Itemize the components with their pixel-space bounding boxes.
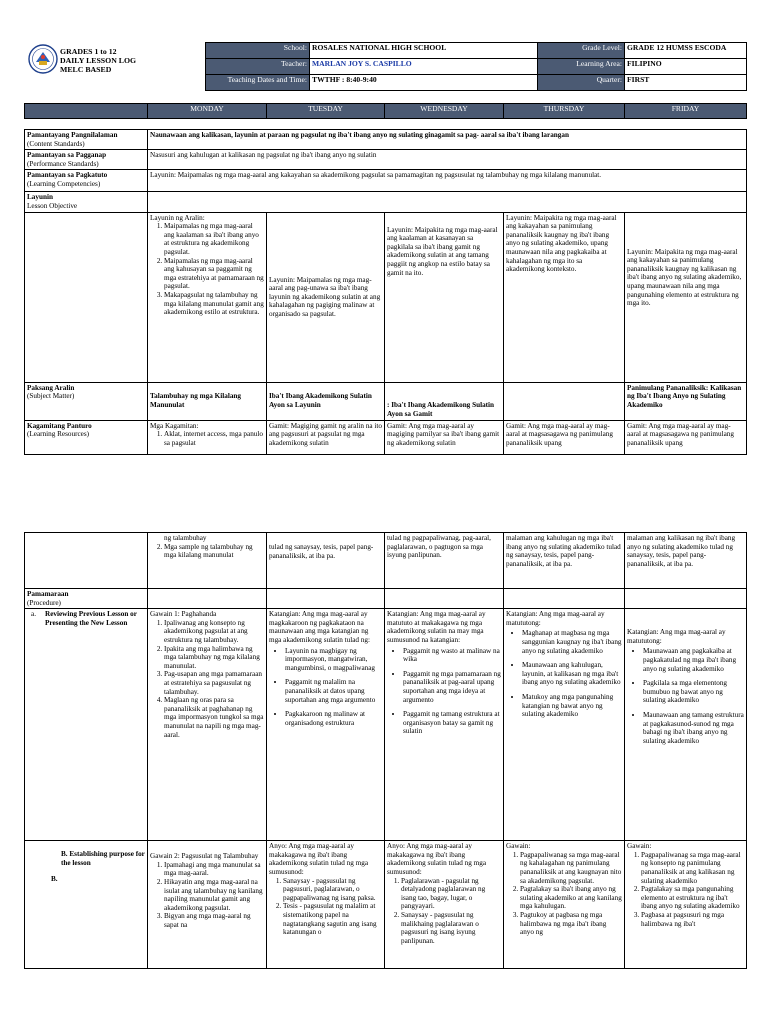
purpose-friday <box>625 841 747 969</box>
page-two <box>0 502 768 1024</box>
title-line-1: GRADES 1 to 12 <box>60 47 117 56</box>
purpose-tuesday-intro: Anyo: Ang mga mag-aaral ay makakagawa ng iba't ibang akademikong sulatin tulad ng mga sumusunod: <box>269 842 369 876</box>
continued-tuesday <box>267 533 385 589</box>
list-item: • Maunawaan ang pagkakaiba at pagkakatulad ng mga iba't ibang anyo ng sulating akademiko <box>643 647 744 673</box>
grade-value: GRADE 12 HUMSS ESCODA <box>625 43 747 59</box>
dates-value: TWTHF : 8:40-9:40 <box>310 75 538 91</box>
performance-standards-text: Nasusuri ang kahulugan at kalikasan ng pagsulat ng iba't ibang anyo ng sulatin <box>148 150 747 170</box>
performance-standards-label <box>25 150 148 170</box>
quarter-label: Quarter: <box>538 75 625 91</box>
list-item: 4. Maglaan ng oras para sa pananaliksik at paghahanap ng mga impormasyon tungkol sa mga manunulat na napili ng mga mag-aaral. <box>164 696 264 739</box>
resources-tuesday: Gamit: Magiging gamit ng aralin na ito ang pagsusuri at pagsulat ng mga akademikong sulatin <box>267 420 385 454</box>
list-item: 1. Ipamahagi ang mga manunulat sa mga mag-aaral. <box>164 861 264 878</box>
list-item: 1. Ipaliwanag ang konsepto ng akademikong pagsulat at ang estruktura ng talambuhay. <box>164 619 264 645</box>
day-tuesday: TUESDAY <box>267 104 385 119</box>
review-thursday-intro: Katangian: Ang mga mag-aaral ay matututong: <box>506 610 605 627</box>
objective-sub: Lesson Objective <box>27 201 78 210</box>
subject-sub: (Subject Matter) <box>27 392 75 401</box>
purpose-thursday <box>504 841 625 969</box>
continued-monday <box>148 533 267 589</box>
purpose-letter: B. <box>51 875 58 884</box>
day-monday: MONDAY <box>148 104 267 119</box>
list-item: 3. Pag-usapan ang mga pamamaraan at estratehiya sa pagsusulat ng talambuhay. <box>164 670 264 696</box>
objective-tuesday: Layunin: Maipamalas ng mga mag-aaral ang pag-unawa sa iba't ibang layunin ng akademikong sulatin at ang kahalagahan ng pagiging malinaw at organisado sa pagsulat. <box>267 212 385 382</box>
objective-wednesday <box>385 212 504 382</box>
page-one <box>0 0 768 478</box>
content-standards-label <box>25 130 148 150</box>
resources-monday <box>148 420 267 454</box>
log-title <box>60 47 136 75</box>
school-label: School: <box>206 43 310 59</box>
review-wednesday <box>385 609 504 841</box>
subject-monday: Talambuhay ng mga Kilalang Manunulat <box>148 382 267 420</box>
list-item: • Layunin na magbigay ng impormasyon, mangatwiran, mangumbinsi, o magpaliwanag <box>285 647 382 673</box>
review-friday <box>625 609 747 841</box>
purpose-monday-intro: Gawain 2: Pagsusulat ng Talambuhay <box>150 852 259 861</box>
subject-wednesday: : Iba't Ibang Akademikong Sulatin Ayon sa Gamit <box>385 382 504 420</box>
objective-label <box>25 192 148 212</box>
purpose-wednesday <box>385 841 504 969</box>
teacher-value: MARLAN JOY S. CASPILLO <box>310 59 538 75</box>
objective-title: Layunin <box>27 193 53 202</box>
teacher-label: Teacher: <box>206 59 310 75</box>
procedure-label <box>25 589 148 609</box>
resources-title: Kagamitang Panturo <box>27 421 92 430</box>
list-item: • Paggamit ng mga pamamaraan ng pananaliksik at pag-aaral upang suportahan ang mga ideya at argumento <box>403 670 501 704</box>
review-letter: a. <box>31 610 36 619</box>
lesson-table <box>24 129 747 455</box>
objective-friday-text: Layunin: Maipakita ng mga mag-aaral ang kakayahan sa panimulang pananaliksik kaugnay ng kalikasan ng iba't ibang anyo ng sulating akademiko, upang maunawaan nila ang mga pangunahing elemento at estruktura ng mga ito. <box>627 247 742 308</box>
procedure-blank-3 <box>385 589 504 609</box>
procedure-table <box>24 532 747 969</box>
resources-wednesday: Gamit: Ang mga mag-aaral ay magiging pamilyar sa iba't ibang gamit ng akademikong sulatin <box>385 420 504 454</box>
performance-standards-sub: (Performance Standards) <box>27 159 99 168</box>
area-value: FILIPINO <box>625 59 747 75</box>
objective-blank-label <box>25 212 148 382</box>
list-item: 3. Makapagsulat ng talambuhay ng mga kilalang manunulat gamit ang akademikong estilo at estruktura. <box>164 291 264 317</box>
title-line-3: MELC BASED <box>60 65 112 75</box>
purpose-title: B. Establishing purpose for the lesson <box>61 850 145 867</box>
review-thursday <box>504 609 625 841</box>
content-standards-text: Naunawaan ang kalikasan, layunin at paraan ng pagsulat ng iba't ibang anyo ng sulating ginagamit sa pag- aaral sa iba't ibang larangan <box>148 130 747 150</box>
purpose-label <box>25 841 148 969</box>
day-blank <box>25 104 148 119</box>
page-gap <box>0 478 768 502</box>
resources-thursday: Gamit: Ang mga mag-aaral ay mag-aaral at magsasagawa ng panimulang pananaliksik upang <box>504 420 625 454</box>
area-label: Learning Area: <box>538 59 625 75</box>
review-wednesday-intro: Katangian: Ang mga mag-aaral ay matututo at makakagawa ng mga akademikong sulatin na may mga sumusunod na katangian: <box>387 610 486 644</box>
objective-monday-intro: Layunin ng Aralin: <box>150 213 205 222</box>
competencies-text: Layunin: Maipamalas ng mga mag-aaral ang kakayahan sa akademikong pagsulat sa pamamagitan ng pagsusulat ng talambuhay ng mga kilalang manunulat. <box>148 170 747 192</box>
days-header <box>24 103 747 119</box>
competencies-title: Pamantayan sa Pagkatuto <box>27 171 108 180</box>
objective-blank <box>148 192 747 212</box>
list-item: • Maunawaan ang tamang estruktura at pagkakasunod-sunod ng mga bahagi ng iba't ibang anyo ng sulating akademiko <box>643 711 744 745</box>
list-item: • Paggamit ng tamang estruktura at organisasyon batay sa gamit ng sulatin <box>403 710 501 736</box>
competencies-sub: (Learning Competencies) <box>27 179 101 188</box>
continued-friday: malaman ang kalikasan ng iba't ibang anyo ng sulating akademiko tulad ng sanaysay, tesis, papel pang-pananaliksik, at iba pa. <box>625 533 747 589</box>
review-title: Reviewing Previous Lesson or Presenting the New Lesson <box>45 610 137 627</box>
resources-sub: (Learning Resources) <box>27 430 90 439</box>
procedure-blank-5 <box>625 589 747 609</box>
list-item: 2. Hikayatin ang mga mag-aaral na isulat ang talambuhay ng kanilang napiling manunulat gamit ang akademikong pagsulat. <box>164 878 264 912</box>
subject-friday: Panimulang Pananaliksik: Kalikasan ng Iba't Ibang Anyo ng Sulating Akademiko <box>625 382 747 420</box>
list-item: 2. Tesis - pagsusulat ng malalim at sistematikong papel na nagtatangkang sagutin ang isang katanungan o <box>283 902 382 936</box>
continued-wednesday: tulad ng pagpapaliwanag, pag-aaral, paglalarawan, o pagtugon sa mga isyung panlipunan. <box>385 533 504 589</box>
quarter-value: FIRST <box>625 75 747 91</box>
list-item: 1. Maipamalas ng mga mag-aaral ang kaalaman sa iba't ibang anyo at estruktura ng akademikong pagsulat. <box>164 222 264 256</box>
review-label <box>25 609 148 841</box>
list-item: • Maunawaan ang kahulugan, layunin, at kalikasan ng mga iba't ibang anyo ng sulating akademiko <box>522 661 622 687</box>
performance-standards-title: Pamantayan sa Pagganap <box>27 151 107 160</box>
continued-blank-label <box>25 533 148 589</box>
header-table <box>205 42 747 91</box>
list-item: 1. Sanaysay - pagsusulat ng pagsusuri, paglalarawan, o pagpapaliwanag ng isang paksa. <box>283 877 382 903</box>
list-item: 2. Maipamalas ng mga mag-aaral ang kahusayan sa paggamit ng mga estratehiya at pamamaraan ng pagsulat. <box>164 257 264 291</box>
objective-thursday: Layunin: Maipakita ng mga mag-aaral ang kakayahan sa panimulang pananaliksik kaugnay ng iba't ibang anyo ng sulating akademiko, upang maunawaan nila ang pagkakaiba at kahalagahan ng mga ito sa akademikong konteksto. <box>504 212 625 382</box>
objective-wednesday-text: Layunin: Maipakita ng mga mag-aaral ang kaalaman at kasanayan sa pagkilala sa iba't ibang gamit ng akademikong sulatin at ang tamang paggiit ng angkop na estilo batay sa gamit na ito. <box>387 225 498 277</box>
list-item: 2. Ipakita ang mga halimbawa ng mga talambuhay ng mga kilalang manunulat. <box>164 645 264 671</box>
subject-title: Paksang Aralin <box>27 383 75 392</box>
list-item: 1. Pagpapaliwanag sa mga mag-aaral ng kahalagahan ng panimulang pananaliksik at ang kaugnayan nito sa akademikong pagsulat. <box>520 851 622 885</box>
purpose-wednesday-intro: Anyo: Ang mga mag-aaral ay makakagawa ng iba't ibang akademikong sulatin tulad ng mga sumusunod: <box>387 842 487 876</box>
list-item: 3. Pagbasa at pagsusuri ng mga halimbawa ng iba't <box>641 911 744 928</box>
list-item: 2. Mga sample ng talambuhay ng mga kilalang manunulat <box>164 543 264 560</box>
subject-thursday <box>504 382 625 420</box>
resources-monday-intro: Mga Kagamitan: <box>150 421 199 430</box>
list-item: • Pagkilala sa mga elementong bumubuo ng bawat anyo ng sulating akademiko <box>643 679 744 705</box>
purpose-friday-intro: Gawain: <box>627 842 652 851</box>
resources-friday: Gamit: Ang mga mag-aaral ay mag-aaral at magsasagawa ng panimulang pananaliksik upang <box>625 420 747 454</box>
purpose-monday <box>148 841 267 969</box>
objective-friday <box>625 212 747 382</box>
competencies-label <box>25 170 148 192</box>
objective-monday <box>148 212 267 382</box>
continued-tuesday-text: tulad ng sanaysay, tesis, papel pang-pananaliksik, at iba pa. <box>269 543 374 560</box>
subject-label <box>25 382 148 420</box>
resources-label <box>25 420 148 454</box>
purpose-thursday-intro: Gawain: <box>506 842 531 851</box>
procedure-blank-4 <box>504 589 625 609</box>
review-tuesday <box>267 609 385 841</box>
list-item: 3. Pagtukoy at pagbasa ng mga halimbawa ng mga iba't ibang anyo ng <box>520 911 622 937</box>
dates-label: Teaching Dates and Time: <box>206 75 310 91</box>
subject-tuesday: Iba't Ibang Akademikong Sulatin Ayon sa Layunin <box>267 382 385 420</box>
review-monday <box>148 609 267 841</box>
content-standards-title: Pamantayang Pangnilalaman <box>27 131 118 139</box>
grade-label: Grade Level: <box>538 43 625 59</box>
day-friday: FRIDAY <box>625 104 747 119</box>
procedure-sub: (Procedure) <box>27 598 61 607</box>
purpose-tuesday <box>267 841 385 969</box>
content-standards-sub: (Content Standards) <box>27 139 85 148</box>
procedure-blank-2 <box>267 589 385 609</box>
procedure-title: Pamamaraan <box>27 590 69 598</box>
list-item: • Matukoy ang mga pangunahing katangian ng bawat anyo ng sulating akademiko <box>522 693 622 719</box>
list-item: • Pagkakaroon ng malinaw at organisadong estruktura <box>285 710 382 727</box>
list-item: 2. Pagtalakay sa mga pangunahing elemento at estruktura ng iba't ibang anyo ng sulating akademiko <box>641 885 744 911</box>
title-line-2: DAILY LESSON LOG <box>60 56 137 66</box>
list-item: 3. Bigyan ang mga mag-aaral ng sapat na <box>164 912 264 929</box>
review-friday-intro: Katangian: Ang mga mag-aaral ay matututong: <box>627 628 726 645</box>
list-item: • Paggamit ng wasto at malinaw na wika <box>403 647 501 664</box>
review-monday-intro: Gawain 1: Paghahanda <box>150 610 217 619</box>
list-item: 2. Sanaysay - pagsusulat ng malikhaing paglalarawan o pagsusuri ng isang isyung panlipunan. <box>401 911 501 945</box>
list-item: 1. Aklat, internet access, mga panulo sa pagsulat <box>164 430 264 447</box>
list-item: • Maghanap at magbasa ng mga sanggunian kaugnay ng iba't ibang anyo ng sulating akademiko <box>522 629 622 655</box>
list-item: • Paggamit ng malalim na pananaliksik at datos upang suportahan ang mga argumento <box>285 678 382 704</box>
procedure-blank-1 <box>148 589 267 609</box>
list-item: 1. Pagpapaliwanag sa mga mag-aaral ng konsepto ng panimulang pananaliksik at ang kalikasan ng sulating akademiko <box>641 851 744 885</box>
list-item: 1. Paglalarawan - pagsulat ng detalyadong paglalarawan ng isang tao, bagay, lugar, o pangyayari. <box>401 877 501 911</box>
day-thursday: THURSDAY <box>504 104 625 119</box>
day-wednesday: WEDNESDAY <box>385 104 504 119</box>
review-tuesday-intro: Katangian: Ang mga mag-aaral ay magkakaroon ng pagkakataon na maunawaan ang mga katangian ng mga akademikong sulatin tulad ng: <box>269 610 371 644</box>
deped-seal-icon <box>28 44 58 74</box>
school-value: ROSALES NATIONAL HIGH SCHOOL <box>310 43 538 59</box>
continued-monday-a: ng talambuhay <box>164 534 207 542</box>
continued-thursday: malaman ang kahulugan ng mga iba't ibang anyo ng sulating akademiko tulad ng sanaysay, tesis, papel pang-pananaliksik, at iba pa. <box>504 533 625 589</box>
list-item: 2. Pagtalakay sa iba't ibang anyo ng sulating akademiko at ang kanilang mga kahulugan. <box>520 885 622 911</box>
